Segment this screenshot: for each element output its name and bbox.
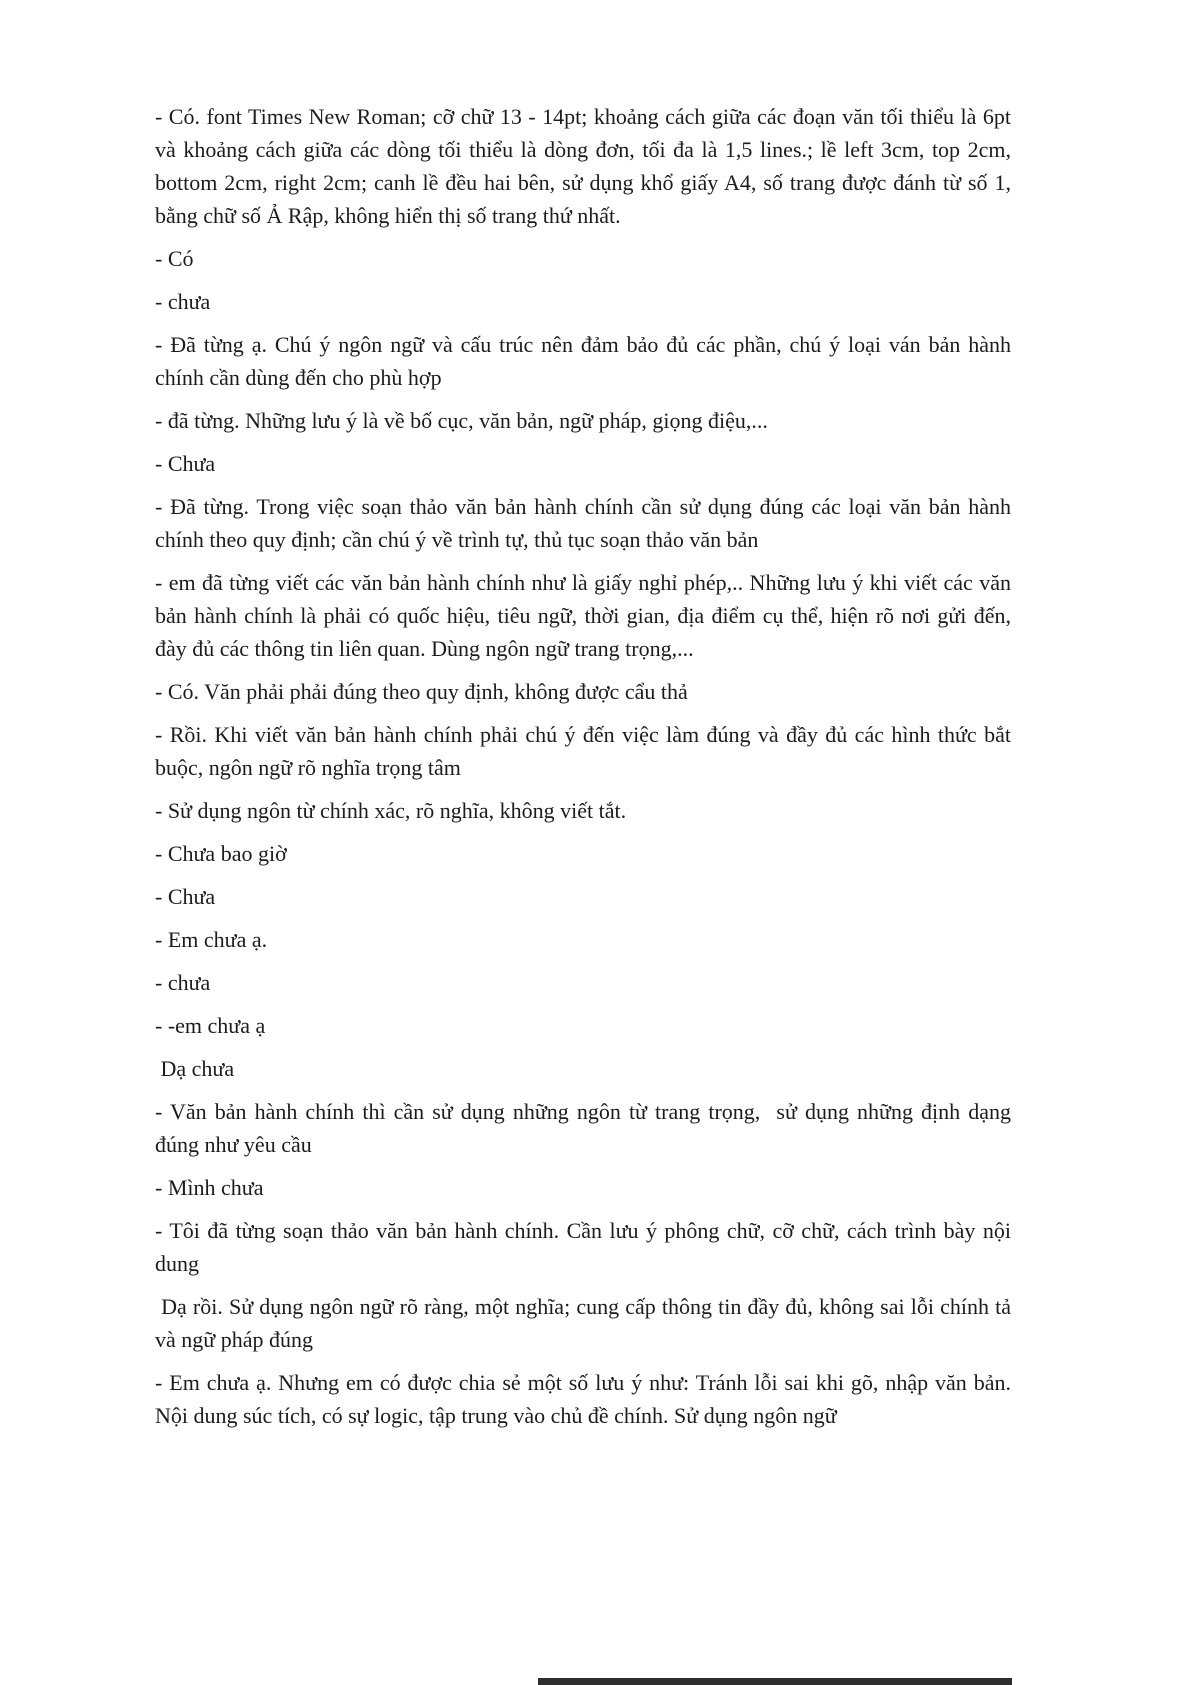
paragraph: - Có bbox=[155, 246, 194, 271]
paragraph: - Chưa bbox=[155, 884, 216, 909]
paragraph: - Em chưa ạ. bbox=[155, 927, 268, 952]
paragraph: - Sử dụng ngôn từ chính xác, rõ nghĩa, không viết tắt. bbox=[155, 798, 627, 823]
paragraph: - Có. Văn phải phải đúng theo quy định, không được cẩu thả bbox=[155, 679, 688, 704]
document-text-block bbox=[155, 100, 1017, 1442]
paragraph: - Đã từng ạ. Chú ý ngôn ngữ và cấu trúc nên đảm bảo đủ các phần, chú ý loại ván bản hành chính cần dùng đến cho phù hợp bbox=[155, 332, 1017, 390]
paragraph: - Chưa bao giờ bbox=[155, 841, 287, 866]
paragraph: - em đã từng viết các văn bản hành chính như là giấy nghỉ phép,.. Những lưu ý khi viết các văn bản hành chính là phải có quốc hiệu, tiêu ngữ, thời gian, địa điểm cụ thể, hiện rõ nơi gửi đến, đày đủ các thông tin liên quan. Dùng ngôn ngữ trang trọng,... bbox=[155, 570, 1017, 661]
paragraph: Dạ chưa bbox=[155, 1056, 235, 1081]
paragraph: - Chưa bbox=[155, 451, 216, 476]
paragraph: - Rồi. Khi viết văn bản hành chính phải chú ý đến việc làm đúng và đầy đủ các hình thức bắt buộc, ngôn ngữ rõ nghĩa trọng tâm bbox=[155, 722, 1017, 780]
paragraph: - chưa bbox=[155, 970, 211, 995]
paragraph: - -em chưa ạ bbox=[155, 1013, 266, 1038]
paragraph: - Mình chưa bbox=[155, 1175, 264, 1200]
paragraph: - đã từng. Những lưu ý là về bố cục, văn bản, ngữ pháp, giọng điệu,... bbox=[155, 408, 768, 433]
paragraph: - Có. font Times New Roman; cỡ chữ 13 - 14pt; khoảng cách giữa các đoạn văn tối thiểu là 6pt và khoảng cách giữa các dòng tối thiểu là dòng đơn, tối đa là 1,5 lines.; lề left 3cm, top 2cm, bottom 2cm, right 2cm; canh lề đều hai bên, sử dụng khổ giấy A4, số trang được đánh từ số 1, bằng chữ số Ả Rập, không hiển thị số trang thứ nhất. bbox=[155, 104, 1017, 228]
paragraph: Dạ rồi. Sử dụng ngôn ngữ rõ ràng, một nghĩa; cung cấp thông tin đầy đủ, không sai lỗi chính tả và ngữ pháp đúng bbox=[155, 1294, 1017, 1352]
paragraph: - Tôi đã từng soạn thảo văn bản hành chính. Cần lưu ý phông chữ, cỡ chữ, cách trình bày nội dung bbox=[155, 1218, 1017, 1276]
paragraph: - Đã từng. Trong việc soạn thảo văn bản hành chính cần sử dụng đúng các loại văn bản hành chính theo quy định; cần chú ý về trình tự, thủ tục soạn thảo văn bản bbox=[155, 494, 1017, 552]
paragraph: - chưa bbox=[155, 289, 211, 314]
paragraph: - Văn bản hành chính thì cần sử dụng những ngôn từ trang trọng, sử dụng những định dạng đúng như yêu cầu bbox=[155, 1099, 1017, 1157]
paragraph: - Em chưa ạ. Nhưng em có được chia sẻ một số lưu ý như: Tránh lỗi sai khi gõ, nhập văn bản. Nội dung súc tích, có sự logic, tập trung vào chủ đề chính. Sử dụng ngôn ngữ bbox=[155, 1370, 1017, 1428]
bottom-edge-bar bbox=[538, 1678, 1012, 1685]
